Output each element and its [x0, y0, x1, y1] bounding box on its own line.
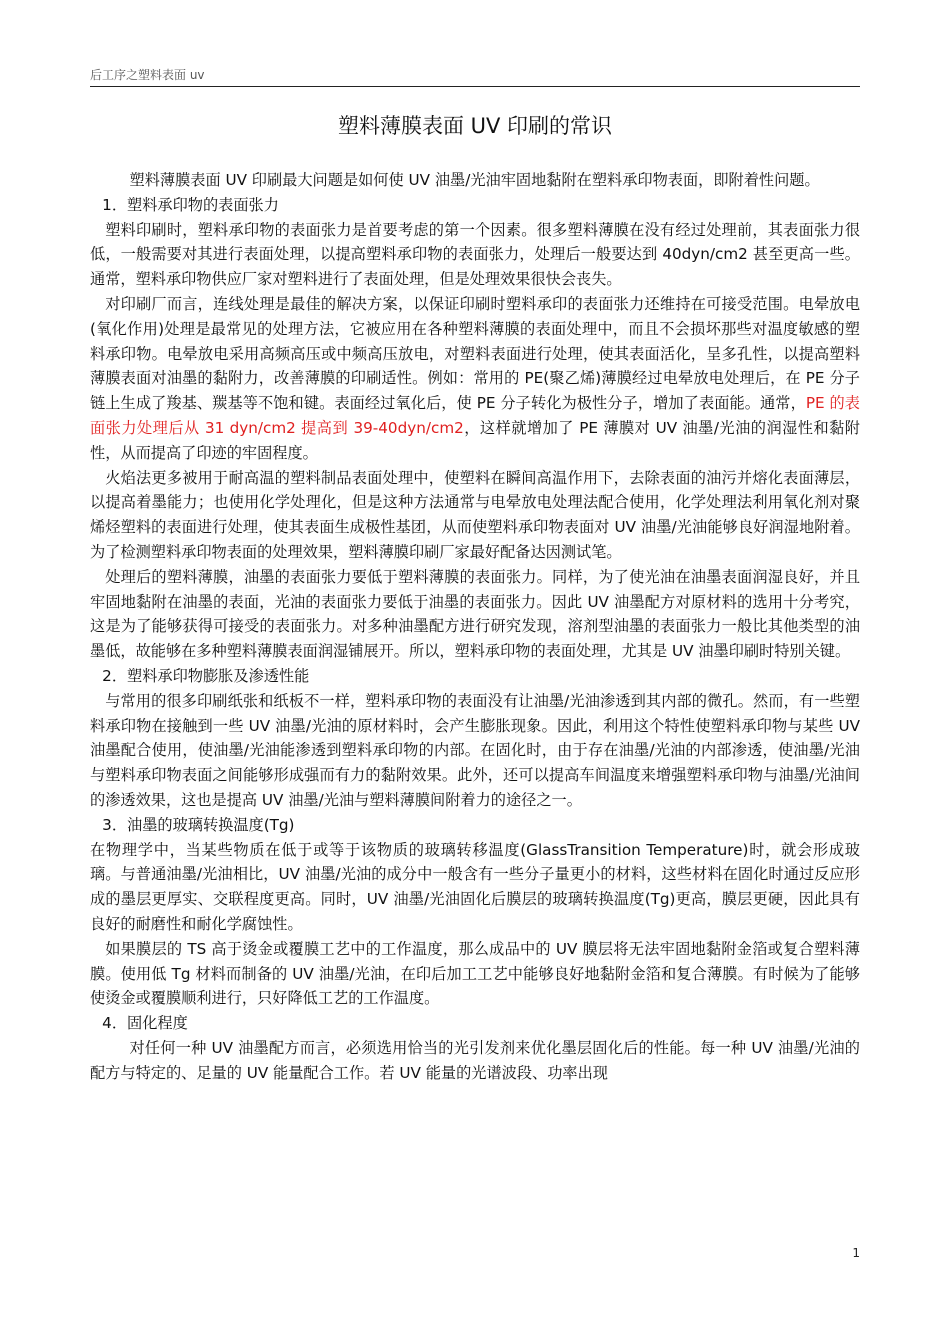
- paragraph-2-part-b: ，这样就增加了 PE 薄膜对 UV 油墨/光油的润湿性和黏附性，从而提高了印迹的牢固程度。: [90, 418, 860, 462]
- section-heading-4: 4．固化程度: [102, 1014, 188, 1033]
- paragraph-3: 火焰法更多被用于耐高温的塑料制品表面处理中，使塑料在瞬间高温作用下，去除表面的油污并熔化表面薄层，以提高着墨能力；也使用化学处理化，但是这种方法通常与电晕放电处理法配合使用，化学处理法利用氧化剂对聚烯烃塑料的表面进行处理，使其表面生成极性基团，从而使塑料承印物表面对 UV 油墨/光油能够良好润湿地附着。为了检测塑料承印物表面的处理效果，塑料薄膜印刷厂家最好配备达因测试笔。: [90, 468, 860, 561]
- page-header: 后工序之塑料表面 uv: [90, 66, 860, 87]
- section-heading-2: 2．塑料承印物膨胀及渗透性能: [102, 666, 310, 685]
- paragraph-2-part-a: 对印刷厂而言，连线处理是最佳的解决方案，以保证印刷时塑料承印的表面张力还维持在可接受范围。电晕放电(氧化作用)处理是最常见的处理方法，它被应用在各种塑料薄膜的表面处理中，而且不会损坏那些对温度敏感的塑料承印物。电晕放电采用高频高压或中频高压放电，对塑料表面进行处理，使其表面活化，呈多孔性，以提高塑料薄膜表面对油墨的黏附力，改善薄膜的印刷适性。例如：常用的 PE(聚乙烯)薄膜经过电晕放电处理后，在 PE 分子链上生成了羧基、羰基等不饱和键。表面经过氧化后，使 PE 分子转化为极性分子，增加了表面能。通常，: [90, 294, 860, 413]
- highlighted-text: PE 的表面张力处理后从 31 dyn/cm2 提高到 39-40dyn/cm2: [90, 394, 860, 437]
- paragraph-6: 在物理学中，当某些物质在低于或等于该物质的玻璃转移温度(GlassTransition Temperature)时，就会形成玻璃。与普通油墨/光油相比，UV 油墨/光油的成分中一般含有一些分子量更小的材料，这些材料在固化时通过反应形成的墨层更厚实、交联程度更高。同时，UV 油墨/光油固化后膜层的玻璃转换温度(Tg)更高，膜层更硬，因此具有良好的耐磨性和耐化学腐蚀性。: [90, 840, 860, 933]
- paragraph-8: 对任何一种 UV 油墨配方而言，必须选用恰当的光引发剂来优化墨层固化后的性能。每一种 UV 油墨/光油的配方与特定的、足量的 UV 能量配合工作。若 UV 能量的光谱波段、功率出现: [90, 1038, 860, 1082]
- paragraph-2: [90, 292, 860, 466]
- intro-paragraph: 塑料薄膜表面 UV 印刷最大问题是如何使 UV 油墨/光油牢固地黏附在塑料承印物表面，即附着性问题。: [129, 171, 820, 189]
- page-number: 1: [852, 1246, 860, 1260]
- paragraph-4: 处理后的塑料薄膜，油墨的表面张力要低于塑料薄膜的表面张力。同样，为了使光油在油墨表面润湿良好，并且牢固地黏附在油墨的表面，光油的表面张力要低于油墨的表面张力。因此 UV 油墨配方对原材料的选用十分考究，这是为了能够获得可接受的表面张力。对多种油墨配方进行研究发现，溶剂型油墨的表面张力一般比其他类型的油墨低，故能够在多种塑料薄膜表面润湿铺展开。所以，塑料承印物的表面处理，尤其是 UV 油墨印刷时特别关键。: [90, 567, 860, 661]
- document-title: 塑料薄膜表面 UV 印刷的常识: [337, 114, 613, 138]
- section-heading-1: 1．塑料承印物的表面张力: [102, 195, 279, 214]
- paragraph-7: 如果膜层的 TS 高于烫金或覆膜工艺中的工作温度，那么成品中的 UV 膜层将无法牢固地黏附金箔或复合塑料薄膜。使用低 Tg 材料而制备的 UV 油墨/光油，在印后加工工艺中能够良好地黏附金箔和复合薄膜。有时候为了能够使烫金或覆膜顺利进行，只好降低工艺的工作温度。: [90, 939, 860, 1008]
- document-body: [90, 168, 860, 1085]
- paragraph-1: 塑料印刷时，塑料承印物的表面张力是首要考虑的第一个因素。很多塑料薄膜在没有经过处理前，其表面张力很低，一般需要对其进行表面处理，以提高塑料承印物的表面张力，处理后一般要达到 40dyn/cm2 甚至更高一些。通常，塑料承印物供应厂家对塑料进行了表面处理，但是处理效果很快会丧失。: [90, 220, 860, 289]
- section-heading-3: 3．油墨的玻璃转换温度(Tg): [102, 815, 295, 834]
- paragraph-5: 与常用的很多印刷纸张和纸板不一样，塑料承印物的表面没有让油墨/光油渗透到其内部的微孔。然而，有一些塑料承印物在接触到一些 UV 油墨/光油的原材料时，会产生膨胀现象。因此，利用这个特性使塑料承印物与某些 UV 油墨配合使用，使油墨/光油能渗透到塑料承印物的内部。在固化时，由于存在油墨/光油的内部渗透，使油墨/光油与塑料承印物表面之间能够形成强而有力的黏附效果。此外，还可以提高车间温度来增强塑料承印物与油墨/光油间的渗透效果，这也是提高 UV 油墨/光油与塑料薄膜间附着力的途径之一。: [90, 691, 860, 809]
